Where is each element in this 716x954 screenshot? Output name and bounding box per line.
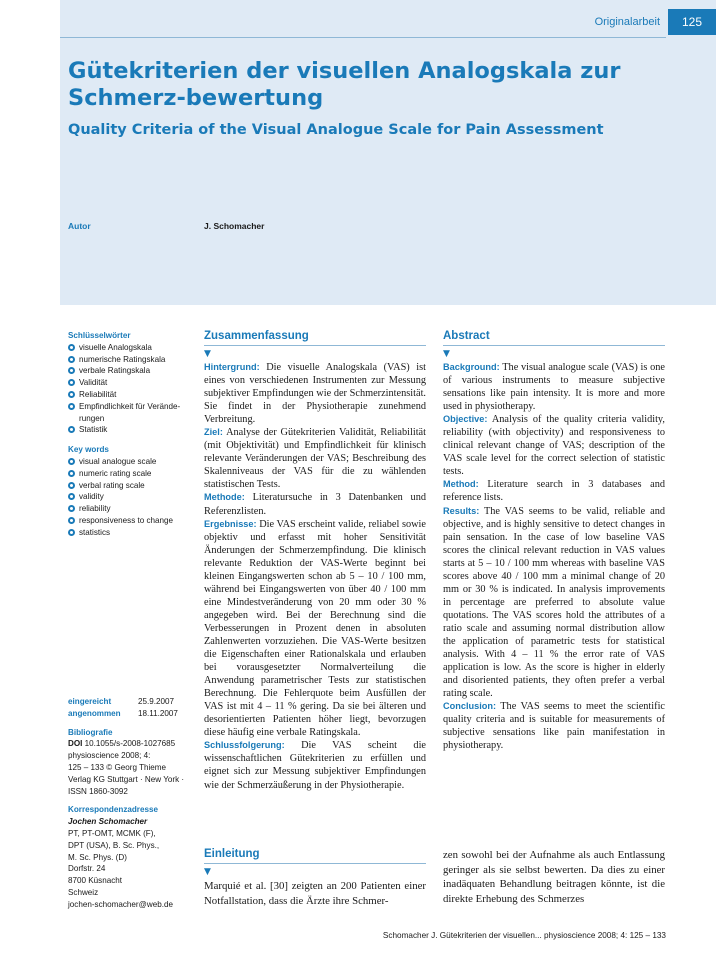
keyword-item: statistics [68, 527, 194, 539]
bib-line: physioscience 2008; 4: [68, 751, 151, 761]
abstract-de-results: Ergebnisse: Die VAS erscheint valide, reliabel sowie objektiv und erfasst mit hoher Sensitivität Änderungen der Schmerzempfindung. Die klinisch relevante Reduktion der VAS-Werte beginnt bei kleinen Eingangswerten schon ab 5 – 10 / 100 mm, während bei Eingangswerten von über 40 / 100 mm eine Mindestveränderung von 20 mm oder 30 % angegeben wird. Bei der Berechnung sind die Verbesserungen in Prozent denen in absoluten Zahlenwerten vorzuziehen. Die VAS-Werte besitzen die Eigenschaften einer Rationalskala und erlauben bei vorausgesetzter Normalverteilung die Anwendung parametrischer Tests zur statistischen Berechnung. Die Fehlerquote beim Ausfüllen der VAS ist mit 4 – 11 % gering. Da sie bei älteren und desorientierten Patienten höher liegt, bevorzugen diese häufig eine verbale Ratingskala. [204, 518, 426, 739]
correspondence-line: PT, PT-OMT, MCMK (F), [68, 828, 156, 838]
bullet-icon [68, 356, 75, 363]
title-english: Quality Criteria of the Visual Analogue Scale for Pain Assessment [68, 122, 604, 138]
keywords-en-heading: Key words [68, 445, 109, 455]
bullet-icon [68, 344, 75, 351]
correspondence-line: M. Sc. Phys. (D) [68, 852, 127, 862]
introduction-text-col2: zen sowohl bei der Aufnahme als auch Entlassung geringer als sie selbst bewerten. Da dies zu einer inadäquaten Behandlung beitragen könnte, ist die direkte Erhebung des Schmerzes [443, 849, 665, 905]
abstract-en-conclusion: Conclusion: The VAS seems to meet the scientific quality criteria and is suitable for measurements of subjective sensations like pain manifestation in physiotherapy. [443, 701, 665, 752]
sidebar-meta [68, 696, 194, 911]
correspondence-line: 8700 Küsnacht [68, 876, 123, 886]
keyword-item: verbal rating scale [68, 480, 194, 492]
introduction-col2 [443, 848, 665, 906]
received-row [68, 696, 194, 708]
bullet-icon [68, 482, 75, 489]
abstract-en-background: Background: The visual analogue scale (VAS) is one of various instruments to measure subjective sensations like pain intensity. It is more and more used in physiotherapy. [443, 362, 665, 413]
arrow-down-icon: ▼ [443, 349, 450, 359]
bullet-icon [68, 379, 75, 386]
received-label: eingereicht [68, 697, 112, 706]
abstract-de-conclusion: Schlussfolgerung: Die VAS scheint die wissenschaftlichen Gütekriterien zu erfüllen und eignet sich zur Messung subjektiver Empfindungen wie der Schmerzäußerung in der Physiotherapie. [204, 740, 427, 791]
keywords-en-list [68, 456, 194, 539]
bib-line: Verlag KG Stuttgart · New York · [68, 774, 185, 784]
abstract-de-objective: Ziel: Analyse der Gütekriterien Validität, Reliabilität (mit Objektivität) und Empfindlichkeit für klinisch relevante Veränderungen der VAS; Beschreibung des Skalenniveaus der VAS für die zu wählenden statistischen Tests. [204, 427, 426, 491]
accepted-row [68, 708, 194, 720]
abstract-en-method: Method: Literature search in 3 databases and reference lists. [443, 479, 665, 504]
abstract-de-heading: Zusammenfassung [204, 330, 426, 346]
bullet-icon [68, 391, 75, 398]
bullet-icon [68, 458, 75, 465]
keyword-item: visuelle Analogskala [68, 342, 194, 354]
correspondence-email[interactable]: jochen-schomacher@web.de [68, 899, 173, 909]
keyword-item: reliability [68, 503, 194, 515]
author-label: Autor [68, 221, 91, 231]
author-name: J. Schomacher [204, 221, 265, 231]
bullet-icon [68, 426, 75, 433]
correspondence-line: DPT (USA), B. Sc. Phys., [68, 840, 160, 850]
bullet-icon [68, 517, 75, 524]
bullet-icon [68, 470, 75, 477]
correspondence-line: Dorfstr. 24 [68, 864, 106, 874]
bib-line: ISSN 1860-3092 [68, 786, 128, 796]
abstract-de-method: Methode: Literatursuche in 3 Datenbanken und Referenzlisten. [204, 492, 427, 517]
introduction-heading: Einleitung [204, 848, 426, 864]
received-date: 25.9.2007 [138, 697, 175, 706]
bullet-icon [68, 367, 75, 374]
title-german: Gütekriterien der visuellen Analogskala zur Schmerz-bewertung [68, 58, 621, 111]
abstract-english [443, 330, 665, 752]
bullet-icon [68, 403, 75, 410]
arrow-down-icon: ▼ [204, 867, 211, 877]
doi-line [68, 738, 194, 750]
abstract-en-results: Results: The VAS seems to be valid, reliable and objective, and is highly sensitive to detect changes in pain sensation. In the case of low baseline VAS scores the clinical relevant reduction in VAS values starts at 5 – 10 / 100 mm whereas with baseline VAS scores above 40 / 100 mm a minimal change of 20 mm or 30 % is indicated. In analysis improvements in percentage are preferred to absolute value quotations. The VAS scores hold the attributes of a ratio scale and assuming normal distribution allow the application of parametric tests for statistical analysis. With 4 – 11 % the error rate of VAS application is low. As the score is higher in elderly and disoriented patients, they often prefer a verbal rating scale. [443, 505, 666, 700]
keyword-item: Validität [68, 377, 194, 389]
abstract-german [204, 330, 426, 792]
page-number: 125 [668, 9, 716, 35]
keyword-item: visual analogue scale [68, 456, 194, 468]
footer-citation: Schomacher J. Gütekriterien der visuellen... physioscience 2008; 4: 125 – 133 [382, 931, 666, 940]
keyword-item: verbale Ratingskala [68, 365, 194, 377]
abstract-en-heading: Abstract [443, 330, 665, 346]
keywords-de-list [68, 342, 194, 436]
bullet-icon [68, 505, 75, 512]
bib-line: 125 – 133 © Georg Thieme [68, 762, 167, 772]
header-band [60, 0, 716, 305]
accepted-label: angenommen [68, 708, 121, 718]
accepted-date: 18.11.2007 [138, 708, 178, 718]
introduction-col1 [204, 848, 426, 908]
correspondence-heading: Korrespondenzadresse [68, 805, 158, 815]
keyword-item: Statistik [68, 424, 194, 436]
keyword-item: Empfindlichkeit für Verände-rungen [68, 401, 194, 425]
keyword-item: validity [68, 491, 194, 503]
keyword-item: numerische Ratingskala [68, 354, 194, 366]
doi-value[interactable]: 10.1055/s-2008-1027685 [84, 739, 176, 749]
bullet-icon [68, 529, 75, 536]
introduction-text-col1: Marquié et al. [30] zeigten an 200 Patienten einer Notfallstation, dass die Ärzte ihre Schmer- [204, 880, 426, 907]
header-rule [60, 37, 666, 38]
abstract-de-background: Hintergrund: Die visuelle Analogskala (VAS) ist eines von verschiedenen Instrumenten zur Messung subjektiver Empfindungen wie der Schmerzintensität. Sie findet in der Physiotherapie zunehmend Verbreitung. [204, 362, 426, 426]
sidebar-keywords [68, 330, 194, 539]
correspondence-name: Jochen Schomacher [68, 817, 148, 827]
correspondence-line: Schweiz [68, 887, 99, 897]
doi-label: DOI [68, 739, 83, 749]
keyword-item: Reliabilität [68, 389, 194, 401]
bibliography-heading: Bibliografie [68, 727, 113, 737]
section-label: Originalarbeit [594, 16, 660, 28]
arrow-down-icon: ▼ [204, 349, 211, 359]
bullet-icon [68, 493, 75, 500]
keyword-item: numeric rating scale [68, 468, 194, 480]
abstract-en-objective: Objective: Analysis of the quality criteria validity, reliability (with objectivity) and responsiveness to clinical relevant change of VAS; description of the VAS scale level for the correct selection of statistic tests. [443, 414, 665, 478]
keywords-de-heading: Schlüsselwörter [68, 331, 131, 340]
keyword-item: responsiveness to change [68, 515, 194, 527]
